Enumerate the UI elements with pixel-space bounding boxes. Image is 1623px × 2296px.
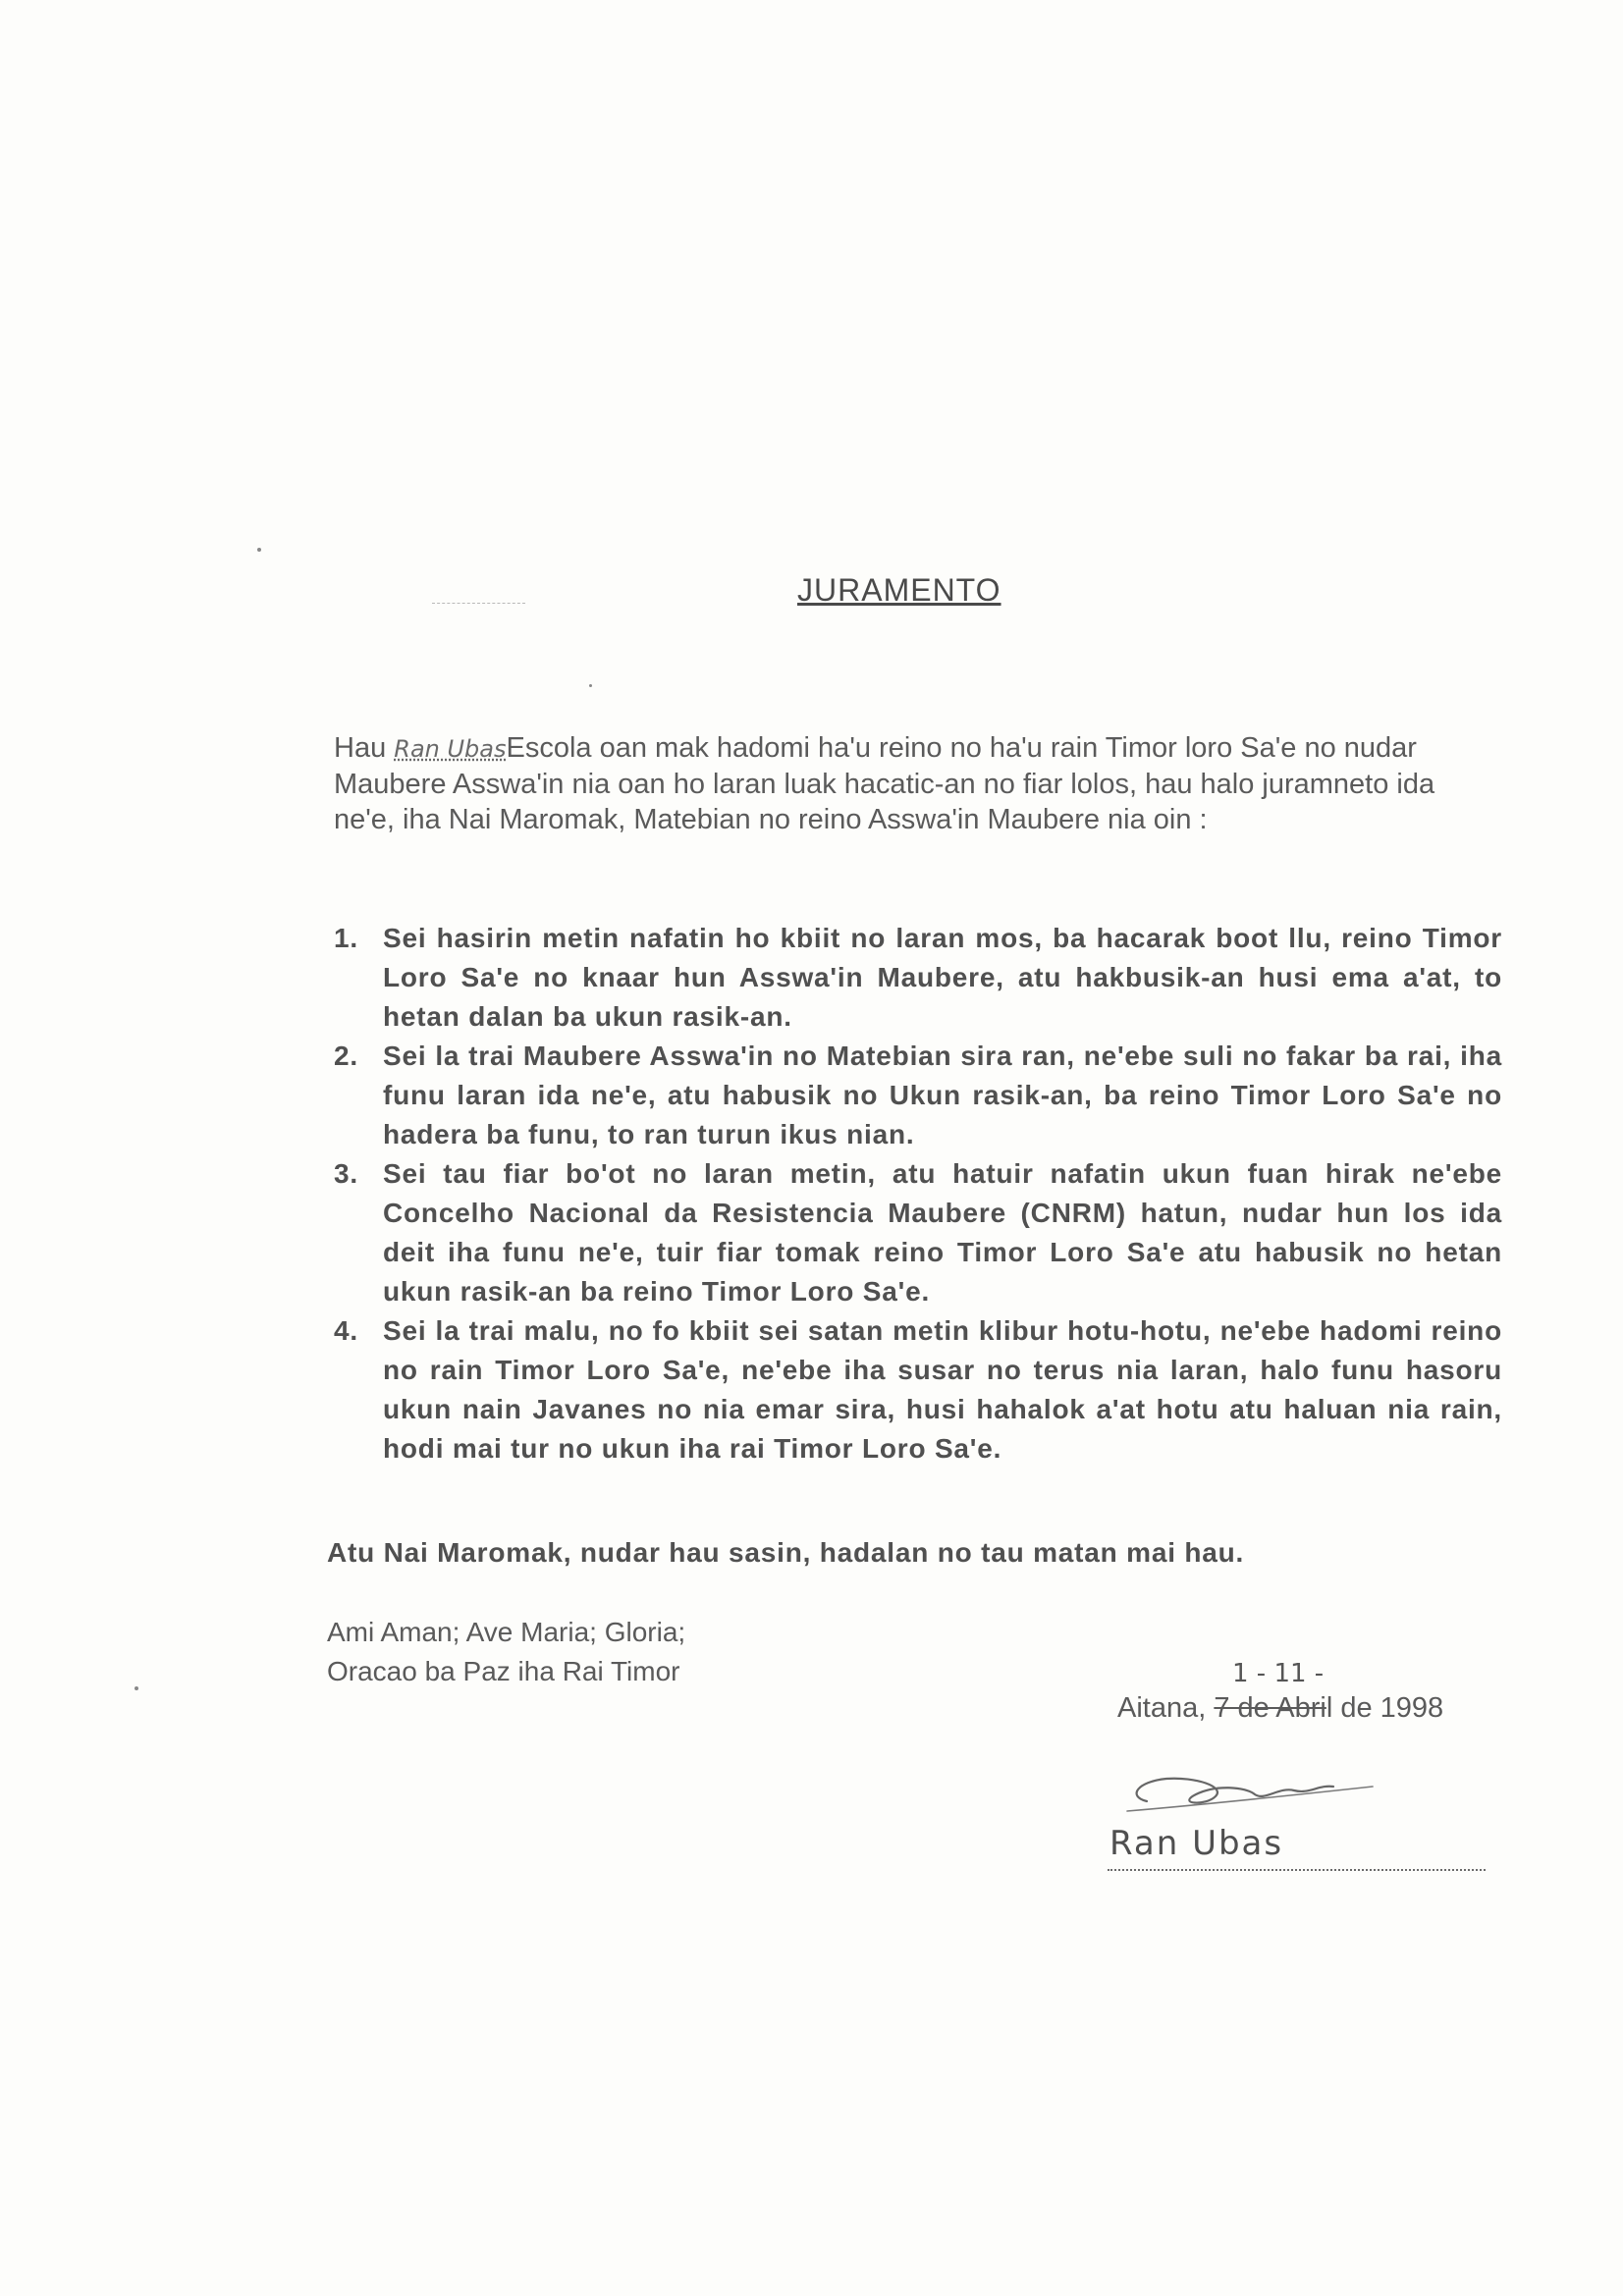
prayers-block: [327, 1613, 685, 1691]
prayer-line: Ami Aman; Ave Maria; Gloria;: [327, 1617, 686, 1647]
oath-list: [334, 919, 1502, 1468]
prayer-line: Oracao ba Paz iha Rai Timor: [327, 1656, 680, 1686]
oath-item: [334, 919, 1502, 1037]
oath-item-number: 3.: [334, 1158, 358, 1189]
intro-text: Escola oan mak hadomi ha'u reino no ha'u rain Timor loro Sa'e no nudar Maubere Asswa'in nia oan ho laran luak hacatic-an no fiar lolos, hau halo juramneto ida ne'e, iha Nai Maromak, Matebian no reino Asswa'in Maubere nia oin :: [334, 732, 1435, 835]
closing-line: Atu Nai Maromak, nudar hau sasin, hadalan no tau matan mai hau.: [327, 1537, 1245, 1568]
paper-speck: [135, 1686, 138, 1690]
oath-item: [334, 1037, 1502, 1154]
oath-item-text: Sei hasirin metin nafatin ho kbiit no laran mos, ba hacarak boot llu, reino Timor Loro Sa'e no knaar hun Asswa'in Maubere, atu hakbusik-an husi ema a'at, to hetan dalan ba ukun rasik-an.: [383, 923, 1502, 1032]
oath-item-text: Sei la trai Maubere Asswa'in no Matebian sira ran, ne'ebe suli no fakar ba rai, iha funu laran ida ne'e, atu habusik no Ukun rasik-an, ba reino Timor Loro Sa'e no hadera ba funu, to ran turun ikus nian.: [383, 1041, 1502, 1149]
document-title: JURAMENTO: [797, 572, 1001, 608]
handwritten-date: 1 - 11 -: [1232, 1659, 1325, 1688]
place-date-line: [1117, 1692, 1443, 1725]
oath-item-text: Sei tau fiar bo'ot no laran metin, atu hatuir nafatin ukun fuan hirak ne'ebe Concelho Nacional da Resistencia Maubere (CNRM) hatun, nudar hun los ida deit iha funu ne'e, tuir fiar tomak reino Timor Loro Sa'e atu habusik no hetan ukun rasik-an ba reino Timor Loro Sa'e.: [383, 1158, 1502, 1307]
struck-date-text: 7 de Abri: [1214, 1692, 1326, 1724]
signature-dotted-line: [1108, 1869, 1486, 1871]
paper-speck: [257, 548, 261, 552]
oath-item: [334, 1311, 1502, 1468]
oath-item-number: 1.: [334, 923, 358, 953]
handwritten-name-intro: Ran Ubas: [394, 735, 507, 763]
signature-scrawl: [1108, 1757, 1382, 1826]
intro-paragraph: [334, 730, 1502, 837]
faint-dashed-mark: [432, 603, 525, 604]
oath-item: [334, 1154, 1502, 1311]
oath-item-number: 2.: [334, 1041, 358, 1071]
oath-item-text: Sei la trai malu, no fo kbiit sei satan metin klibur hotu-hotu, ne'ebe hadomi reino no rain Timor Loro Sa'e, ne'ebe iha susar no terus nia laran, halo funu hasoru ukun nain Javanes no nia emar sira, husi hahalok a'at hotu atu haluan nia rain, hodi mai tur no ukun iha rai Timor Loro Sa'e.: [383, 1315, 1502, 1464]
date-year-text: l de 1998: [1325, 1692, 1444, 1724]
oath-item-number: 4.: [334, 1315, 358, 1346]
handwritten-signature-name: Ran Ubas: [1109, 1824, 1284, 1863]
intro-prefix: Hau: [334, 732, 387, 764]
place-name: Aitana,: [1117, 1692, 1207, 1724]
paper-speck: [589, 684, 592, 687]
